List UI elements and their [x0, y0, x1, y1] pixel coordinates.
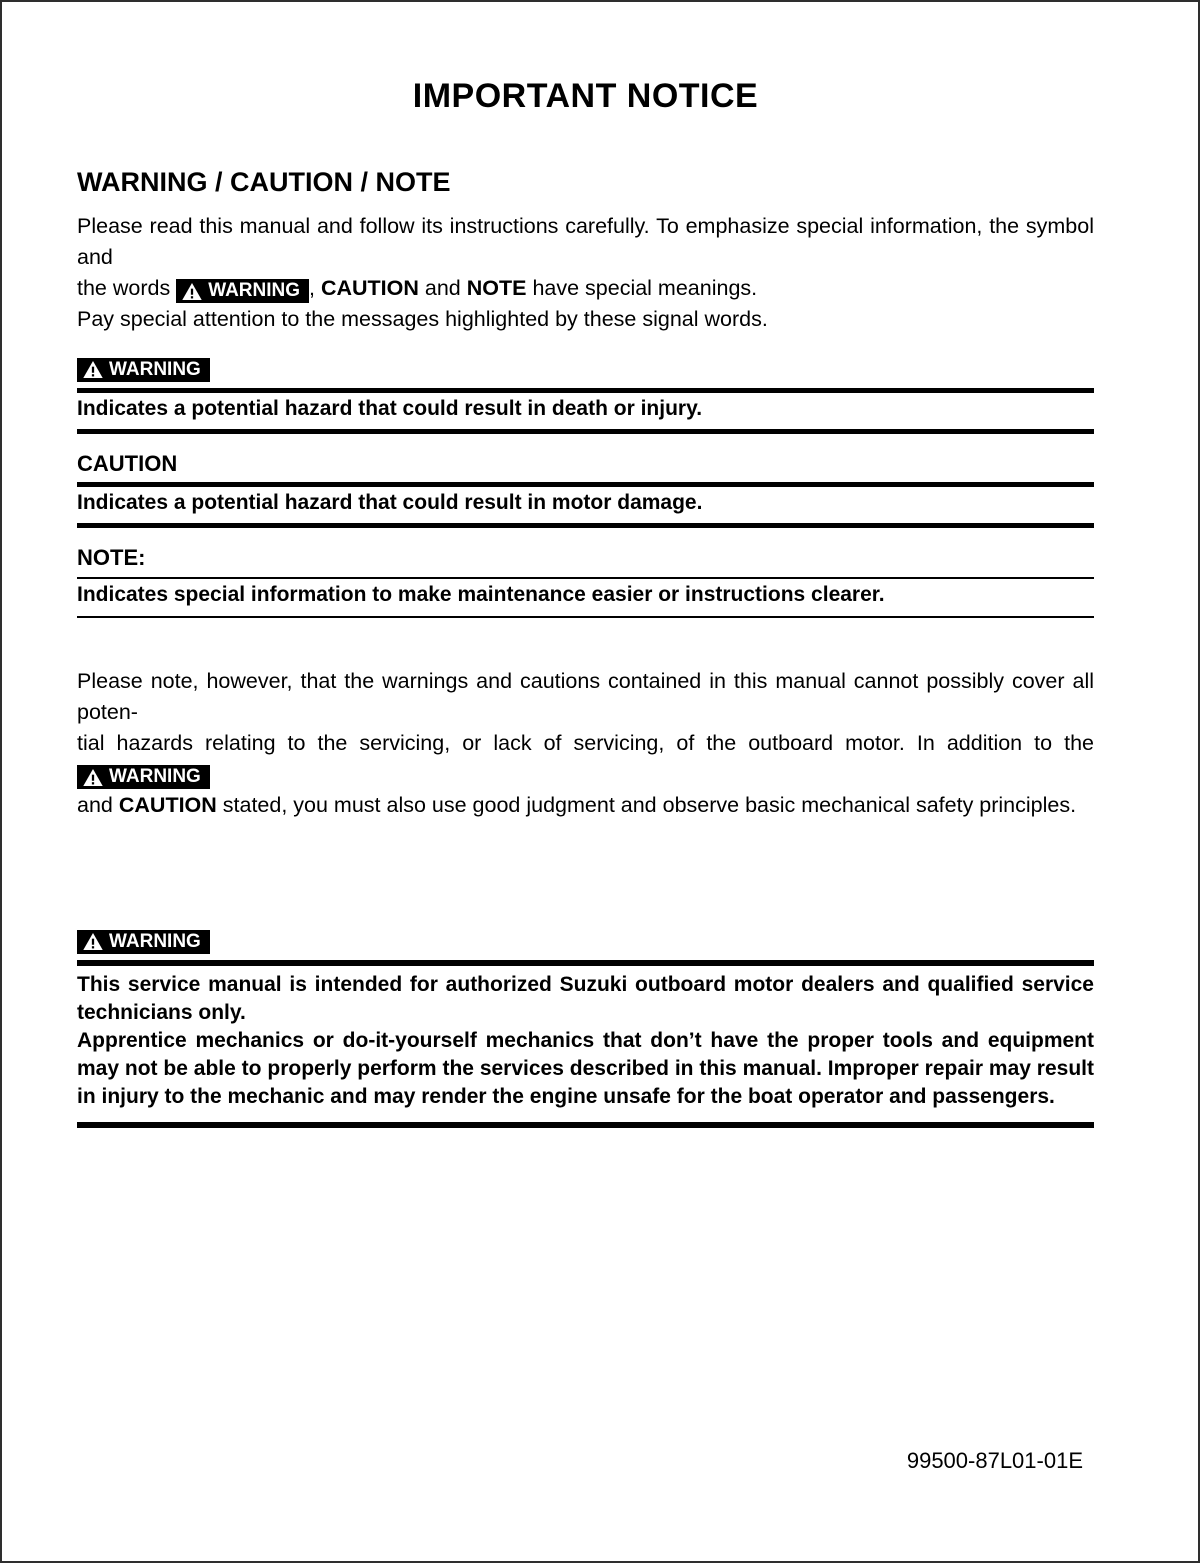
- service-warning-line-3: Apprentice mechanics or do-it-yourself mechanics that don’t have the proper tools and equipment: [77, 1028, 1094, 1052]
- warning-badge-label: WARNING: [109, 358, 201, 380]
- note-definition-head: [77, 545, 1094, 571]
- intro-line-2-and: and: [418, 275, 467, 300]
- warning-badge: [77, 930, 210, 954]
- intro-paragraph: [77, 211, 1094, 335]
- divider-rule: [77, 429, 1094, 434]
- divider-rule: [77, 1122, 1094, 1128]
- intro-line-3: Pay special attention to the messages highlighted by these signal words.: [77, 306, 768, 331]
- intro-line-2-pre: the words: [77, 275, 177, 300]
- warning-definition-text: Indicates a potential hazard that could result in death or injury.: [77, 396, 703, 420]
- divider-rule: [77, 523, 1094, 528]
- service-warning-line-1: This service manual is intended for authorized Suzuki outboard motor dealers and qualified service: [77, 972, 1094, 996]
- warning-badge-label: WARNING: [208, 280, 301, 302]
- disclaimer-line-2: [77, 728, 1094, 790]
- note-label: NOTE:: [77, 544, 146, 570]
- service-warning-head: [77, 929, 1094, 955]
- service-warning-line-2: technicians only.: [77, 1000, 246, 1024]
- service-warning-block: [77, 929, 1094, 1128]
- caution-word: CAUTION: [118, 792, 217, 817]
- note-word: NOTE: [466, 275, 527, 300]
- caution-word: CAUTION: [320, 275, 419, 300]
- warning-triangle-icon: [182, 283, 202, 300]
- warning-badge: [176, 279, 309, 303]
- disclaimer-paragraph: [77, 666, 1094, 821]
- note-definition-text: Indicates special information to make maintenance easier or instructions clearer.: [77, 582, 885, 606]
- page-content: [77, 2, 1094, 1128]
- warning-badge-label: WARNING: [109, 930, 201, 952]
- disclaimer-line-3-post: stated, you must also use good judgment and observe basic mechanical safety principles.: [216, 792, 1077, 817]
- caution-label: CAUTION: [77, 450, 178, 476]
- disclaimer-line-2-pre: tial hazards relating to the servicing, or lack of servicing, of the outboard motor. In addition to the: [77, 730, 1094, 755]
- warning-triangle-icon: [83, 769, 103, 786]
- warning-definition-head: [77, 357, 1094, 383]
- disclaimer-line-3-pre: and: [77, 792, 119, 817]
- caution-definition-head: [77, 451, 1094, 477]
- warning-triangle-icon: [83, 361, 103, 378]
- intro-line-2-comma: ,: [309, 275, 321, 300]
- caution-definition-text: Indicates a potential hazard that could result in motor damage.: [77, 490, 703, 514]
- intro-line-2-post: have special meanings.: [526, 275, 758, 300]
- part-number: 99500-87L01-01E: [906, 1448, 1083, 1473]
- warning-badge: [77, 358, 210, 382]
- caution-definition-block: [77, 451, 1094, 528]
- intro-line-2: [77, 273, 1094, 304]
- warning-definition-block: [77, 357, 1094, 434]
- divider-rule: [77, 616, 1094, 618]
- disclaimer-line-3: [77, 790, 1094, 821]
- warning-triangle-icon: [83, 933, 103, 950]
- service-warning-line-4: may not be able to properly perform the services described in this manual. Improper repair may result: [77, 1056, 1094, 1080]
- disclaimer-line-1: Please note, however, that the warnings and cautions contained in this manual cannot possibly cover all poten-: [77, 668, 1094, 724]
- page-title: IMPORTANT NOTICE: [412, 77, 759, 115]
- note-definition-block: [77, 545, 1094, 618]
- intro-line-1: Please read this manual and follow its instructions carefully. To emphasize special information, the symbol and: [77, 213, 1094, 269]
- warning-badge: [77, 765, 210, 789]
- service-warning-text: [77, 966, 1094, 1117]
- warning-caution-note-heading: WARNING / CAUTION / NOTE: [77, 166, 451, 197]
- service-warning-line-5: in injury to the mechanic and may render the engine unsafe for the boat operator and passengers.: [77, 1084, 1055, 1108]
- warning-badge-label: WARNING: [109, 766, 201, 788]
